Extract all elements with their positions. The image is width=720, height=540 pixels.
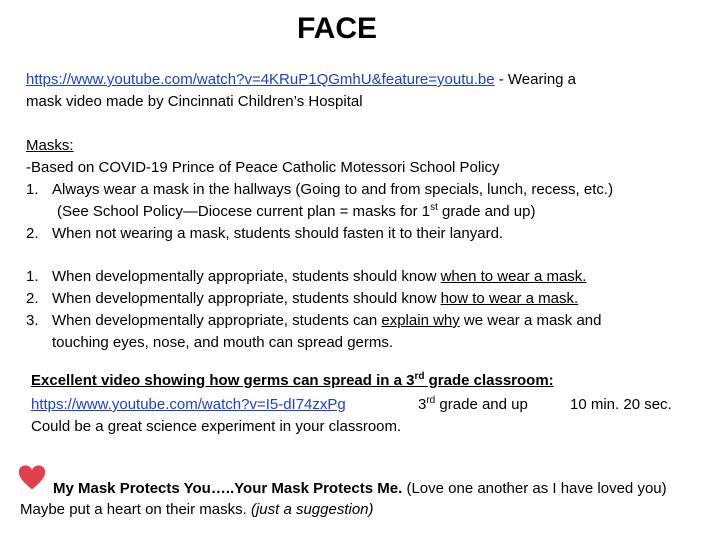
video-duration: 10 min. 20 sec. <box>570 396 672 413</box>
intro-line-1 <box>26 71 576 88</box>
list2-continuation: touching eyes, nose, and mouth can spread germs. <box>52 334 394 351</box>
video-heading-text-end: grade classroom: <box>424 372 554 389</box>
closing-motto: My Mask Protects You…..Your Mask Protects Me. <box>53 480 403 497</box>
sub-note-text: (See School Policy—Diocese current plan = masks for 1 <box>57 203 431 220</box>
list-text: Always wear a mask in the hallways (Going to and from specials, lunch, recess, etc.) <box>52 181 614 198</box>
list-text: When developmentally appropriate, students can <box>52 312 382 329</box>
list2-item-2 <box>26 290 578 307</box>
sub-note-sup: st <box>430 202 438 213</box>
list-number: 1. <box>26 181 39 198</box>
closing-suggestion-italic: (just a suggestion) <box>250 501 374 518</box>
grade-text: grade and up <box>435 396 528 413</box>
intro-after-link: - Wearing a <box>494 71 577 88</box>
list-emphasis: how to wear a mask. <box>440 290 579 307</box>
list-text-end: we wear a mask and <box>459 312 602 329</box>
sub-note-text-end: grade and up) <box>437 203 536 220</box>
policy-line: -Based on COVID-19 Prince of Peace Catholic Motessori School Policy <box>26 159 500 176</box>
list-emphasis: explain why <box>381 312 460 329</box>
intro-line-2: mask video made by Cincinnati Children’s Hospital <box>26 93 363 110</box>
list-emphasis: when to wear a mask. <box>440 268 587 285</box>
heart-icon <box>18 464 46 492</box>
closing-line-2 <box>20 501 374 518</box>
germs-video-link[interactable]: https://www.youtube.com/watch?v=I5-dI74zxPg <box>31 396 346 413</box>
list-text: When not wearing a mask, students should fasten it to their lanyard. <box>52 225 504 242</box>
closing-quote: (Love one another as I have loved you) <box>402 480 667 497</box>
list-number: 2. <box>26 290 39 307</box>
video-link-line <box>31 396 346 413</box>
video-grade <box>418 396 528 413</box>
list2-item-1 <box>26 268 586 285</box>
list1-item-1 <box>26 181 613 198</box>
list-text: When developmentally appropriate, students should know <box>52 268 441 285</box>
video-heading-text: Excellent video showing how germs can spread in a 3 <box>31 372 415 389</box>
grade-number: 3 <box>418 396 427 413</box>
video-heading-sup: rd <box>414 371 425 382</box>
list-text: When developmentally appropriate, students should know <box>52 290 441 307</box>
list2-item-3 <box>26 312 602 329</box>
video-heading <box>31 372 554 389</box>
mask-video-link[interactable]: https://www.youtube.com/watch?v=4KRuP1QGmhU&feature=youtu.be <box>26 71 495 88</box>
masks-heading: Masks: <box>26 137 74 154</box>
closing-line-1 <box>53 480 667 497</box>
grade-sup: rd <box>426 395 436 406</box>
list1-item-2 <box>26 225 503 242</box>
list-number: 2. <box>26 225 39 242</box>
video-note: Could be a great science experiment in your classroom. <box>31 418 402 435</box>
closing-suggestion: Maybe put a heart on their masks. <box>20 501 251 518</box>
page-title: FACE <box>297 12 378 45</box>
list-number: 1. <box>26 268 39 285</box>
policy-sub-note <box>57 203 535 220</box>
list-number: 3. <box>26 312 39 329</box>
